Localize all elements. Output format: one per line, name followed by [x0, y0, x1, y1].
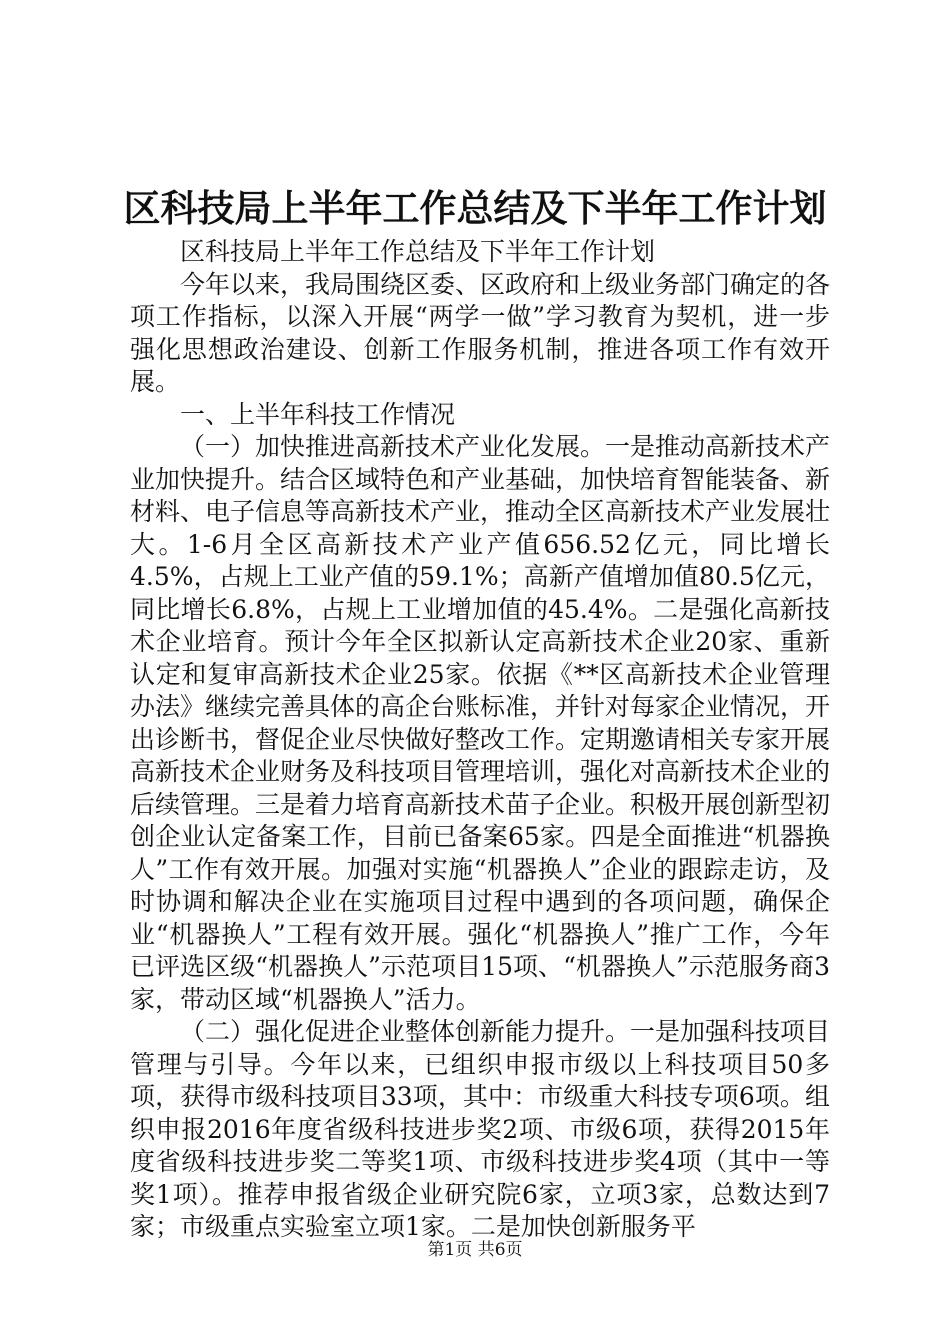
subtitle-paragraph: 区科技局上半年工作总结及下半年工作计划: [180, 237, 656, 266]
intro-paragraph: 今年以来，我局围绕区委、区政府和上级业务部门确定的各项工作指标，以深入开展“两学一做”学习教育为契机，进一步强化思想政治建设、创新工作服务机制，推进各项工作有效开展。: [130, 269, 831, 396]
page-footer: 第1页 共6页: [427, 1240, 523, 1260]
document-title: 区科技局上半年工作总结及下半年工作计划: [123, 186, 827, 230]
section-1-paragraph: （一）加快推进高新技术产业化发展。一是推动高新技术产业加快提升。结合区域特色和产业基础，加快培育智能装备、新材料、电子信息等高新技术产业，推动全区高新技术产业发展壮大。1-6月全区高新技术产业产值656.52亿元，同比增长4.5%，占规上工业产值的59.1%；高新产值增加值80.5亿元，同比增长6.8%，占规上工业增加值的45.4%。二是强化高新技术企业培育。预计今年全区拟新认定高新技术企业20家、重新认定和复审高新技术企业25家。依据《**区高新技术企业管理办法》继续完善具体的高企台账标准，并针对每家企业情况，开出诊断书，督促企业尽快做好整改工作。定期邀请相关专家开展高新技术企业财务及科技项目管理培训，强化对高新技术企业的后续管理。三是着力培育高新技术苗子企业。积极开展创新型初创企业认定备案工作，目前已备案65家。四是全面推进“机器换人”工作有效开展。加强对实施“机器换人”企业的跟踪走访，及时协调和解决企业在实施项目过程中遇到的各项问题，确保企业“机器换人”工程有效开展。强化“机器换人”推广工作，今年已评选区级“机器换人”示范项目15项、“机器换人”示范服务商3家，带动区域“机器换人”活力。: [130, 432, 831, 1014]
section-heading: 一、上半年科技工作情况: [180, 399, 456, 429]
document-body: [130, 236, 830, 1244]
section-2-paragraph: （二）强化促进企业整体创新能力提升。一是加强科技项目管理与引导。今年以来，已组织申报市级以上科技项目50多项，获得市级科技项目33项，其中：市级重大科技专项6项。组织申报2016年度省级科技进步奖2项、市级6项，获得2015年度省级科技进步奖二等奖1项、市级科技进步奖4项（其中一等奖1项）。推荐申报省级企业研究院6家，立项3家，总数达到7家；市级重点实验室立项1家。二是加快创新服务平: [130, 1017, 831, 1241]
